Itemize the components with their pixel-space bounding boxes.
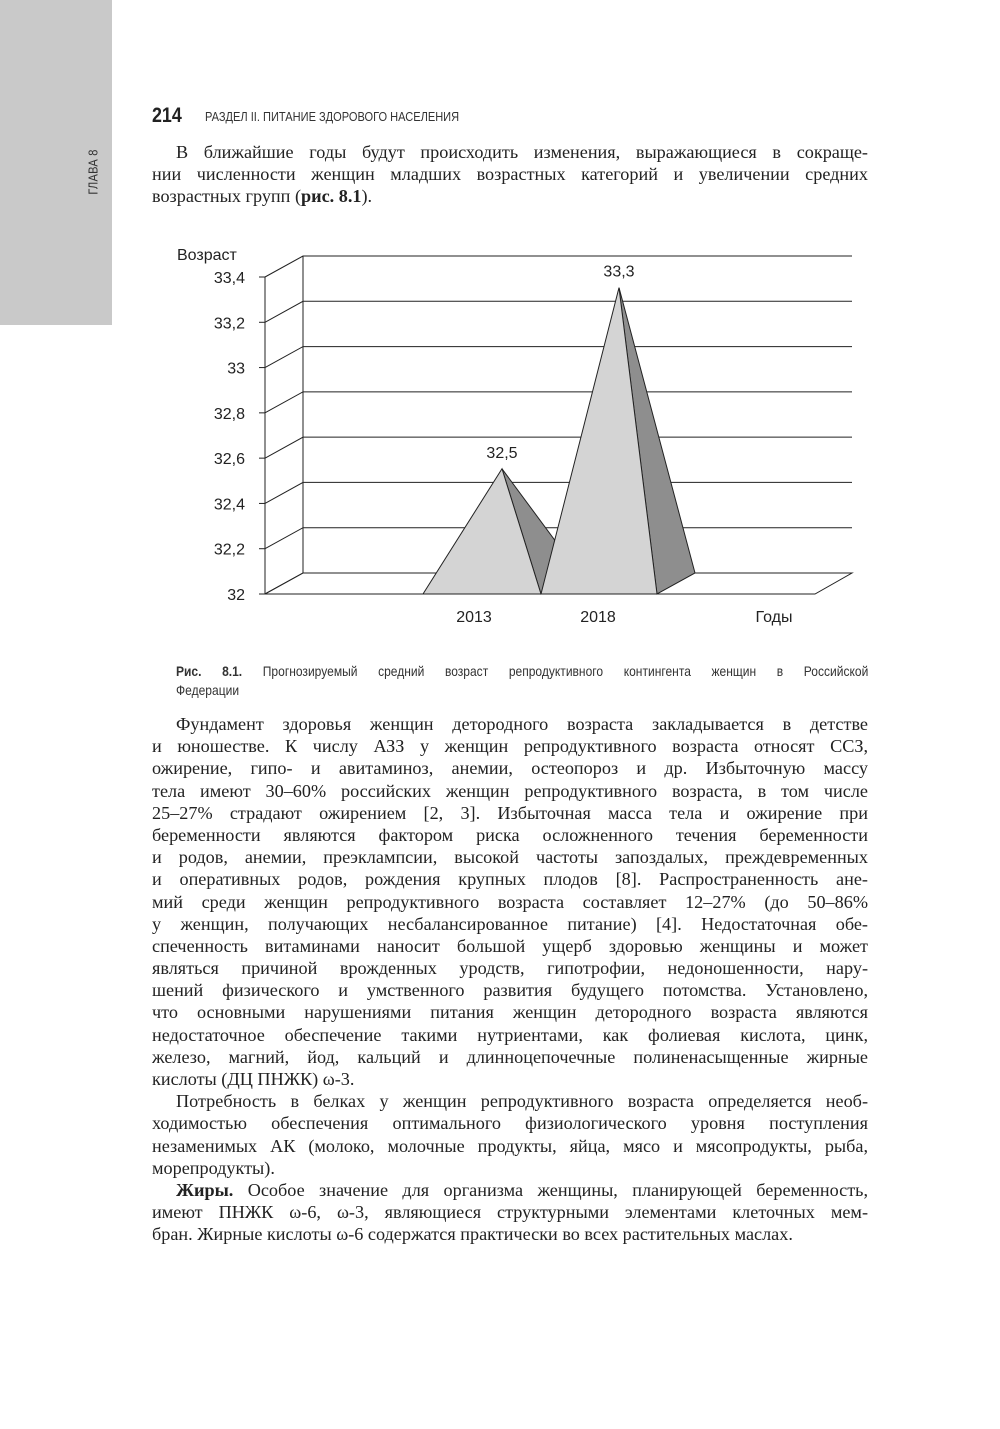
- text: возрастных групп (: [152, 186, 301, 207]
- text-line: у женщин, получающих несбалансированное питание) [4]. Недостаточная обе-: [152, 913, 868, 934]
- y-axis-title: Возраст: [177, 247, 237, 264]
- caption-label: Рис. 8.1.: [176, 663, 243, 679]
- text-line: и родов, анемии, преэклампсии, высокой частоты запоздалых, преждевременных: [152, 847, 868, 868]
- x-axis-title: Годы: [755, 609, 793, 626]
- text-line: что основными нарушениями питания женщин детородного возраста являются: [152, 1002, 868, 1023]
- caption-text: Федерации: [176, 682, 240, 698]
- x-tick-label: 2018: [580, 609, 616, 626]
- y-tick-label: 32,8: [213, 405, 245, 423]
- text-line: [176, 1179, 868, 1201]
- text-line: В ближайшие годы будут происходить изменения, выражающиеся в сокраще-: [176, 142, 868, 162]
- caption-text: Прогнозируемый средний возраст репродуктивного контингента женщин в Российской: [262, 663, 869, 679]
- gridline: [265, 437, 852, 458]
- text-line: шений физического и умственного развития будущего потомства. Установлено,: [152, 980, 868, 1001]
- text-line: кислоты (ДЦ ПНЖК) ω-3.: [152, 1069, 355, 1089]
- text-line: и оперативных родов, рождения крупных плодов [8]. Распространенность ане-: [152, 869, 868, 890]
- chapter-label: ГЛАВА 8: [85, 149, 101, 195]
- text-line: беременности являются фактором риска осложненного течения беременности: [152, 824, 868, 845]
- figure-caption: [176, 662, 868, 700]
- x-tick-label: 2013: [456, 609, 492, 626]
- y-tick-label: 32: [227, 587, 245, 604]
- text-line: ходимостью обеспечения оптимального физиологического уровня поступления: [152, 1113, 868, 1134]
- gridline: [265, 482, 852, 503]
- text-line: спеченность витаминами наносит большой ущерб здоровью женщины и может: [152, 935, 868, 956]
- bold-lead: Жиры.: [176, 1179, 234, 1200]
- text-line: ожирение, гипо- и авитаминоз, анемии, остеопороз и др. Избыточную массу: [152, 758, 868, 779]
- text-line: железо, магний, йод, кальций и длинноцепочечные полиненасыщенные жирные: [152, 1046, 868, 1067]
- y-tick-label: 32,2: [213, 541, 245, 559]
- y-tick-label: 32,6: [213, 451, 245, 469]
- text-line: 25–27% страдают ожирением [2, 3]. Избыточная масса тела и ожирение при: [152, 802, 868, 823]
- text: ).: [361, 186, 373, 207]
- text-line: мий среди женщин репродуктивного возраста составляет 12–27% (до 50–86%: [152, 891, 868, 912]
- text-line: бран. Жирные кислоты ω-6 содержатся практически во всех растительных маслах.: [152, 1224, 793, 1245]
- body-text: [152, 713, 868, 1246]
- text-line: незаменимых АК (молоко, молочные продукты, яйца, мясо и мясопродукты, рыба,: [152, 1135, 868, 1156]
- gridline: [265, 301, 852, 322]
- text: Особое значение для организма женщины, планирующей беременность,: [233, 1179, 868, 1200]
- y-tick-label: 32,4: [213, 496, 245, 514]
- y-tick-label: 33: [227, 360, 245, 378]
- gridline: [265, 256, 852, 277]
- text-line: тела имеют 30–60% российских женщин репродуктивного возраста, в том числе: [152, 780, 868, 801]
- y-tick-label: 33,4: [213, 270, 245, 287]
- gridline: [265, 392, 852, 413]
- text-line: морепродукты).: [152, 1157, 275, 1178]
- running-title: РАЗДЕЛ II. ПИТАНИЕ ЗДОРОВОГО НАСЕЛЕНИЯ: [205, 109, 460, 124]
- text-line: являться причиной врожденных уродств, гипотрофии, недоношенности, нару-: [152, 958, 868, 979]
- figure-ref: рис. 8.1: [301, 186, 362, 207]
- age-chart: [0, 0, 1000, 650]
- page-number: 214: [152, 104, 182, 127]
- text-line: и юношестве. К числу АЗЗ у женщин репродуктивного возраста относят ССЗ,: [152, 736, 868, 757]
- text-line: имеют ПНЖК ω-6, ω-3, являющиеся структурными элементами клеточных мем-: [152, 1202, 868, 1223]
- data-label: 33,3: [603, 263, 635, 281]
- data-label: 32,5: [486, 444, 518, 462]
- text-line: недостаточное обеспечение такими нутриентами, как фолиевая кислота, цинк,: [152, 1024, 868, 1045]
- y-tick-label: 33,2: [213, 315, 245, 333]
- text-line: Фундамент здоровья женщин детородного возраста закладывается в детстве: [176, 714, 868, 734]
- gridline: [265, 347, 852, 368]
- text-line: Потребность в белках у женщин репродуктивного возраста определяется необ-: [176, 1091, 868, 1112]
- text-line: нии численности женщин младших возрастных категорий и увеличении средних: [152, 164, 868, 185]
